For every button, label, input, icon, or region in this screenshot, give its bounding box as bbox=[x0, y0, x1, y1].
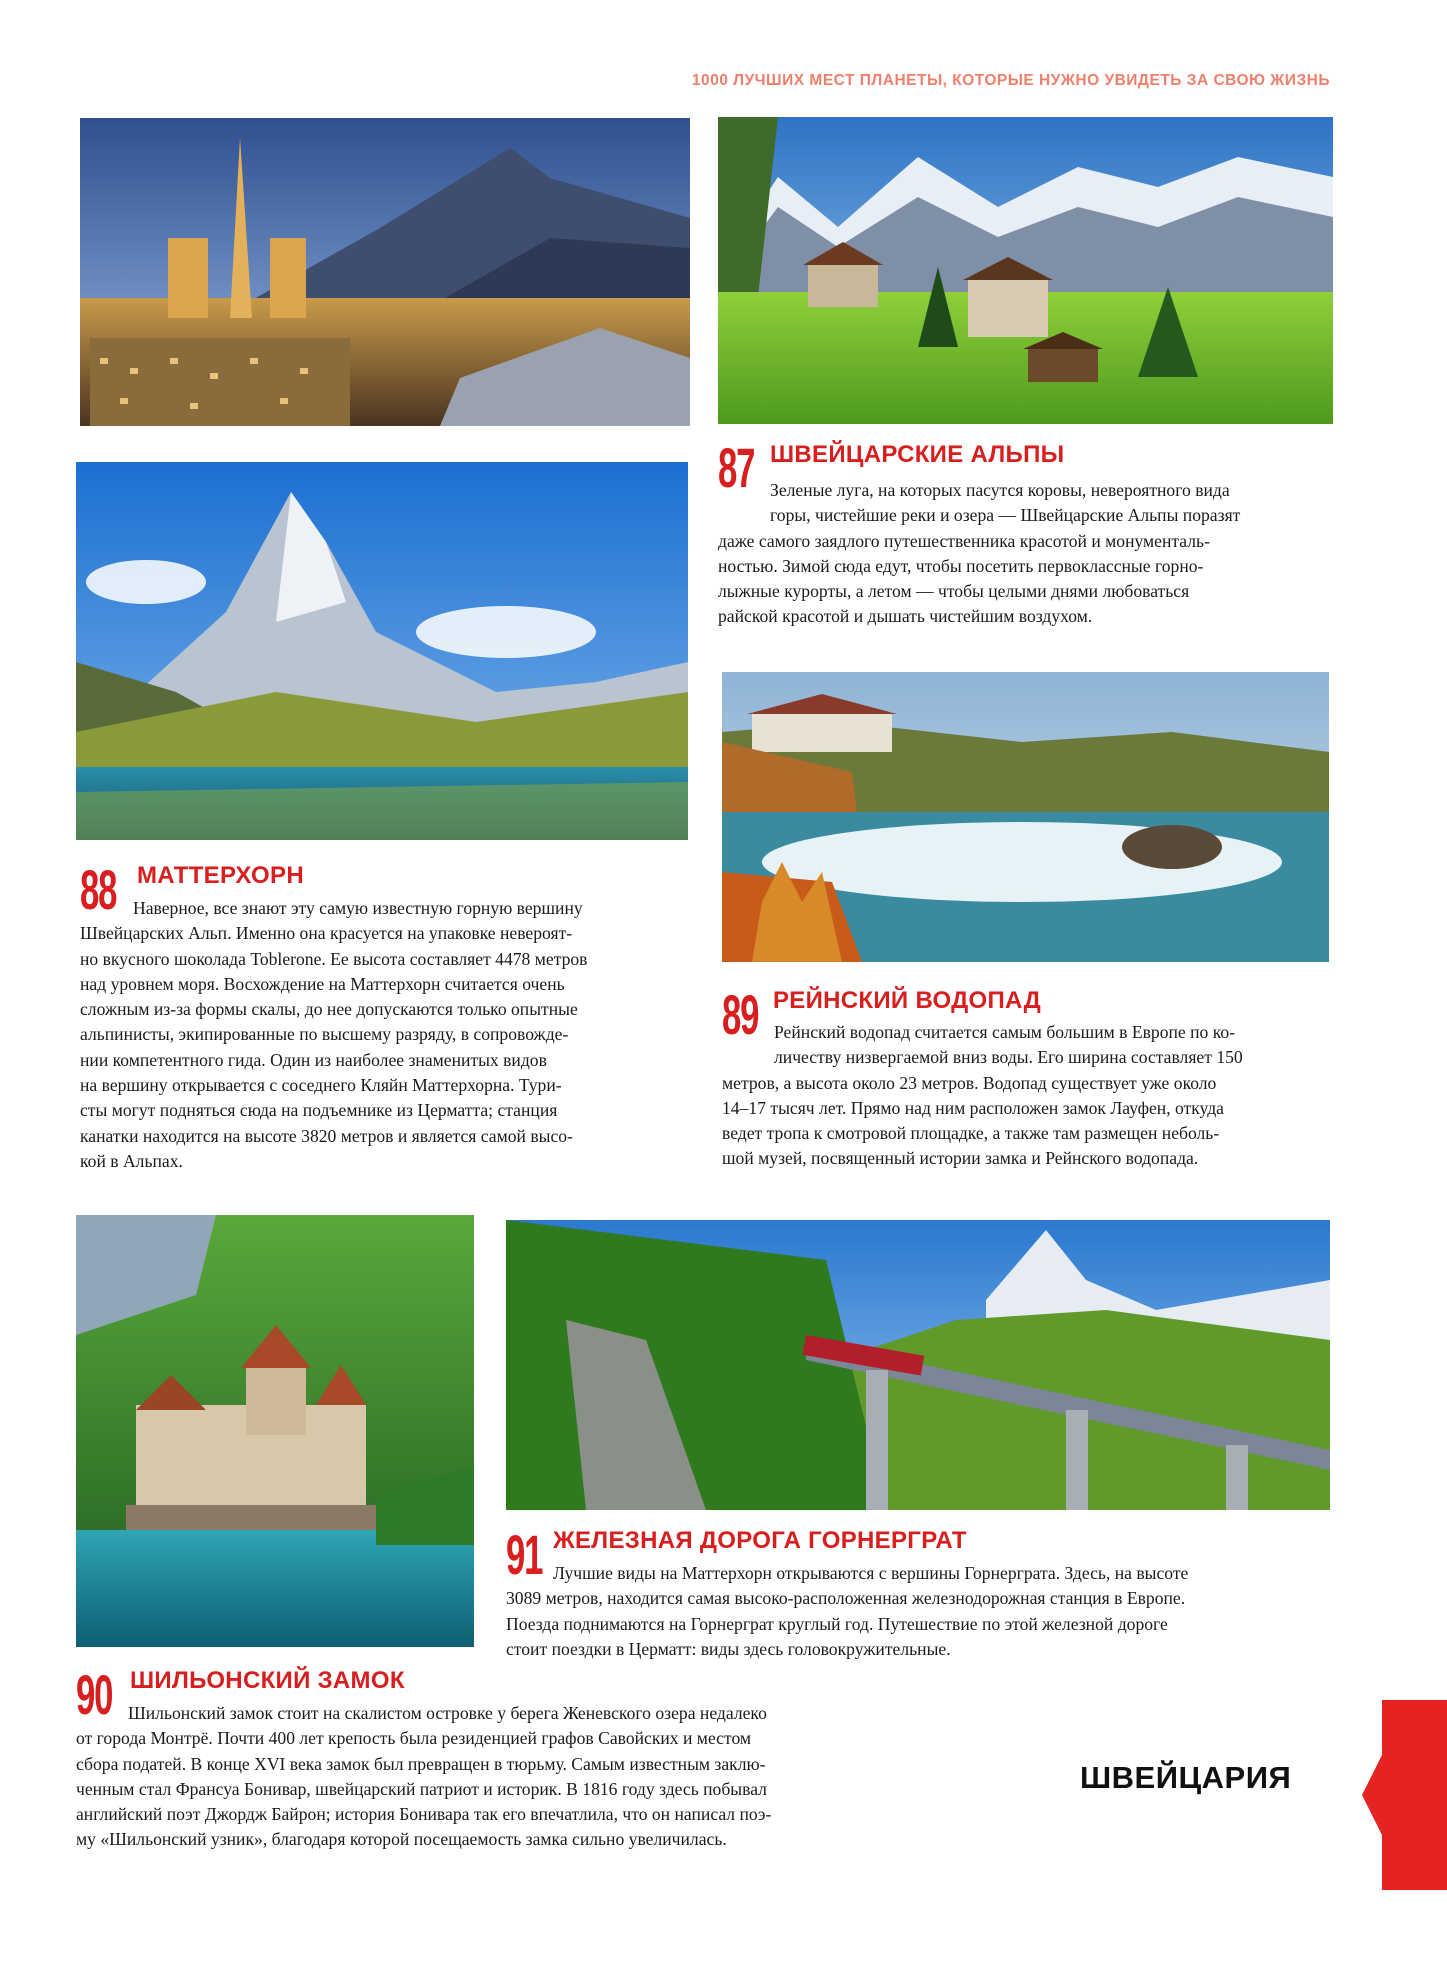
entry-number-88: 88 bbox=[80, 858, 117, 921]
text-line: 3089 метров, находится самая высоко-расположенная железнодорожная станция в Европе. bbox=[506, 1588, 1186, 1609]
text-line: ведет тропа к смотровой площадке, а также там размещен неболь- bbox=[722, 1123, 1220, 1144]
text-line: сложным из-за формы скалы, до нее допускаются только опытные bbox=[80, 999, 578, 1020]
text-line: Шильонский замок стоит на скалистом островке у берега Женевского озера недалеко bbox=[128, 1703, 767, 1723]
entry-title-90: ШИЛЬОНСКИЙ ЗАМОК bbox=[130, 1667, 405, 1694]
text-line: му «Шильонский узник», благодаря которой посещаемость замка сильно увеличилась. bbox=[76, 1829, 727, 1850]
text-line: даже самого заядлого путешественника красотой и монументаль- bbox=[718, 530, 1210, 551]
section-label: ШВЕЙЦАРИЯ bbox=[1080, 1760, 1292, 1795]
entry-text-89 bbox=[722, 1020, 1337, 1172]
text-line: горы, чистейшие реки и озера — Швейцарские Альпы поразят bbox=[770, 505, 1241, 526]
text-line: кой в Альпах. bbox=[80, 1150, 183, 1171]
entry-text-91 bbox=[506, 1561, 1336, 1662]
text-line: Рейнский водопад считается самым большим в Европе по ко- bbox=[774, 1022, 1236, 1042]
text-line: Поезда поднимаются на Горнерграт круглый год. Путешествие по этой железной дороге bbox=[506, 1613, 1168, 1634]
entry-title-91: ЖЕЛЕЗНАЯ ДОРОГА ГОРНЕРГРАТ bbox=[553, 1527, 967, 1554]
text-line: стоит поездки в Церматт: виды здесь головокружительные. bbox=[506, 1638, 951, 1659]
entry-text-90 bbox=[76, 1701, 926, 1853]
chillon-castle-photo bbox=[76, 1215, 474, 1647]
running-header: 1000 ЛУЧШИХ МЕСТ ПЛАНЕТЫ, КОТОРЫЕ НУЖНО УВИДЕТЬ ЗА СВОЮ ЖИЗНЬ bbox=[691, 72, 1330, 89]
section-tab bbox=[1362, 1700, 1447, 1890]
text-line: канатки находится на высоте 3820 метров и является самой высо- bbox=[80, 1125, 573, 1146]
text-line: Наверное, все знают эту самую известную горную вершину bbox=[133, 898, 583, 918]
text-line: на вершину открывается с соседнего Кляйн Маттерхорна. Тури- bbox=[80, 1075, 562, 1096]
text-line: ностью. Зимой сюда едут, чтобы посетить первоклассные горно- bbox=[718, 555, 1204, 576]
section-tab-shape bbox=[1362, 1700, 1447, 1890]
entry-text-88 bbox=[80, 896, 690, 1174]
text-line: от города Монтрё. Почти 400 лет крепость была резиденцией графов Савойских и местом bbox=[76, 1728, 752, 1749]
text-line: личеству низвергаемой вниз воды. Его ширина составляет 150 bbox=[774, 1047, 1243, 1068]
text-line: над уровнем моря. Восхождение на Маттерхорн считается очень bbox=[80, 973, 565, 994]
entry-number-90: 90 bbox=[76, 1663, 113, 1726]
text-line: Швейцарских Альп. Именно она красуется на упаковке невероят- bbox=[80, 923, 573, 944]
text-line: английский поэт Джордж Байрон; история Бонивара так его впечатлила, что он написал поэ- bbox=[76, 1804, 772, 1825]
entry-number-91: 91 bbox=[506, 1523, 543, 1586]
text-line: метров, а высота около 23 метров. Водопад существует уже около bbox=[722, 1072, 1217, 1093]
text-line: нии компетентного гида. Один из наиболее знаменитых видов bbox=[80, 1049, 547, 1070]
entry-number-89: 89 bbox=[722, 983, 759, 1046]
text-line: альпинисты, экипированные по высшему разряду, в сопровожде- bbox=[80, 1024, 569, 1045]
text-line: сты могут подняться сюда на подъемнике из Церматта; станция bbox=[80, 1100, 558, 1121]
text-line: ченным стал Франсуа Бонивар, швейцарский патриот и историк. В 1816 году здесь побывал bbox=[76, 1778, 767, 1799]
matterhorn-lake-photo bbox=[76, 462, 688, 840]
rhine-falls-photo bbox=[722, 672, 1329, 962]
text-line: шой музей, посвященный истории замка и Рейнского водопада. bbox=[722, 1148, 1199, 1169]
text-line: Зеленые луга, на которых пасутся коровы, невероятного вида bbox=[770, 480, 1230, 500]
gornergrat-railway-photo bbox=[506, 1220, 1330, 1510]
entry-text-87 bbox=[718, 478, 1338, 630]
entry-number-87: 87 bbox=[718, 436, 755, 499]
geneva-night-photo bbox=[80, 118, 690, 426]
text-line: но вкусного шоколада Toblerone. Ее высота составляет 4478 метров bbox=[80, 948, 588, 969]
entry-title-89: РЕЙНСКИЙ ВОДОПАД bbox=[773, 987, 1041, 1014]
text-line: сбора податей. В конце XVI века замок был превращен в тюрьму. Самым известным заклю- bbox=[76, 1753, 766, 1774]
text-line: райской красотой и дышать чистейшим воздухом. bbox=[718, 606, 1093, 627]
text-line: Лучшие виды на Маттерхорн открываются с вершины Горнерграта. Здесь, на высоте bbox=[553, 1563, 1189, 1583]
text-line: 14–17 тысяч лет. Прямо над ним расположен замок Лауфен, откуда bbox=[722, 1097, 1224, 1118]
swiss-alps-village-photo bbox=[718, 117, 1333, 424]
entry-title-88: МАТТЕРХОРН bbox=[137, 862, 304, 889]
entry-title-87: ШВЕЙЦАРСКИЕ АЛЬПЫ bbox=[770, 441, 1065, 468]
text-line: лыжные курорты, а летом — чтобы целыми днями любоваться bbox=[718, 581, 1190, 602]
